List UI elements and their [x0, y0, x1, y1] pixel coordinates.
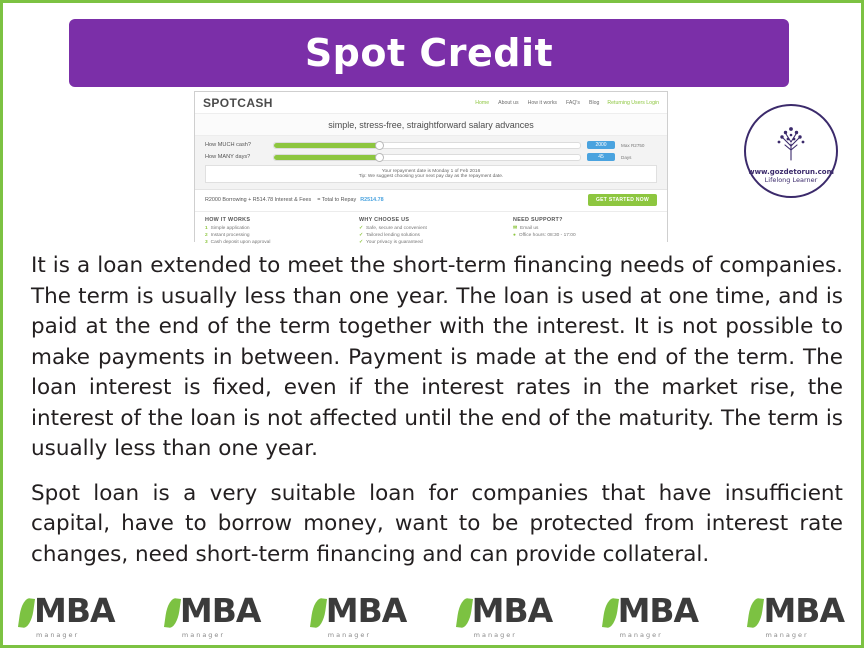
- need-support-column: [513, 217, 657, 247]
- leaf-icon: [602, 597, 619, 629]
- repayment-tip: [205, 165, 657, 183]
- mba-logo: [312, 591, 407, 639]
- list-item-label: Instant processing: [210, 233, 250, 238]
- mba-logo-sub: manager: [765, 631, 809, 639]
- brand-url: www.gozdetorun.com: [748, 168, 834, 176]
- amount-label: How MUCH cash?: [205, 142, 252, 148]
- screenshot-info-columns: [195, 212, 667, 253]
- screenshot-nav-menu: [475, 100, 599, 106]
- days-unit-label: Days: [621, 154, 632, 160]
- paragraph-2: Spot loan is a very suitable loan for companies that have insufficient capital, have to borrow money, want to be protected from interest rate changes, need short-term financing and can provide collateral.: [31, 480, 843, 567]
- list-item: [359, 240, 503, 245]
- nav-item-how-it-works[interactable]: How it works: [527, 99, 558, 106]
- mba-logo-word: MBA: [617, 591, 699, 630]
- brand-tagline: Lifelong Learner: [764, 176, 818, 184]
- why-choose-us-heading: WHY CHOOSE US: [359, 217, 410, 223]
- mba-logo: [458, 591, 553, 639]
- amount-value: 2000: [587, 141, 615, 149]
- list-item-label: Office hours: 08:30 - 17:00: [518, 233, 576, 238]
- check-icon: ✓: [359, 233, 364, 238]
- summary-total-label: = Total to Repay: [317, 197, 357, 203]
- mba-logo-sub: manager: [181, 631, 226, 639]
- returning-users-login-link[interactable]: Returning Users Login: [607, 99, 659, 106]
- embedded-website-screenshot: [194, 91, 668, 245]
- mba-logo-sub: manager: [473, 631, 517, 639]
- mba-logo-word: MBA: [471, 591, 553, 630]
- list-item: [205, 240, 349, 245]
- screenshot-navbar: [195, 92, 667, 114]
- bullet-icon: 3: [205, 240, 208, 245]
- amount-slider-handle[interactable]: [375, 141, 384, 150]
- list-item-label: Safe, secure and convenient: [366, 226, 427, 231]
- tree-icon: [769, 120, 813, 168]
- nav-item-home[interactable]: Home: [475, 99, 490, 106]
- loan-summary-row: [195, 190, 667, 212]
- how-it-works-heading: HOW IT WORKS: [205, 217, 251, 223]
- spotcash-logo: SPOTCASH: [203, 95, 273, 110]
- days-label: How MANY days?: [205, 154, 251, 160]
- list-item: [359, 226, 503, 231]
- body-content: [31, 251, 843, 584]
- mba-logo: [604, 591, 699, 639]
- list-item: [513, 233, 657, 238]
- summary-total-value: R2514.78: [360, 197, 384, 203]
- leaf-icon: [164, 597, 181, 629]
- nav-item-about[interactable]: About us: [498, 99, 519, 106]
- envelope-icon: ✉: [513, 226, 518, 231]
- amount-slider-fill: [274, 143, 378, 148]
- days-slider-handle[interactable]: [375, 153, 384, 162]
- days-slider[interactable]: [273, 154, 581, 161]
- amount-max-label: Max R2750: [621, 142, 645, 148]
- mba-logo: [20, 591, 115, 639]
- summary-borrowing-text: R2000 Borrowing + R514.78 Interest & Fees: [205, 197, 312, 203]
- nav-item-blog[interactable]: Blog: [588, 99, 600, 106]
- mba-logo-word: MBA: [325, 591, 407, 630]
- repayment-date-text: Your repayment date is Monday 1 of Feb 2016: [381, 169, 481, 174]
- calculator-amount-row: [205, 141, 657, 149]
- list-item-label: Cash deposit upon approval: [210, 240, 271, 245]
- leaf-icon: [18, 597, 35, 629]
- check-icon: ✓: [359, 240, 364, 245]
- leaf-icon: [747, 597, 764, 629]
- get-started-button[interactable]: GET STARTED NOW: [588, 194, 657, 206]
- nav-item-faqs[interactable]: FAQ's: [566, 99, 580, 106]
- days-slider-fill: [274, 155, 378, 160]
- mba-logo-word: MBA: [763, 591, 844, 630]
- mba-logo-sub: manager: [619, 631, 663, 639]
- bullet-icon: 1: [205, 226, 208, 231]
- days-value: 45: [587, 153, 615, 161]
- slide-title-bar: [69, 19, 789, 87]
- need-support-heading: NEED SUPPORT?: [513, 217, 563, 223]
- mba-logo-sub: manager: [327, 631, 371, 639]
- screenshot-tagline: simple, stress-free, straightforward salary advances: [195, 114, 667, 136]
- paragraph-1: It is a loan extended to meet the short-term financing needs of companies. The term is usually less than one year. The loan is used at one time, and is paid at the end of the term together with the interest. It is not possible to make payments in between. Payment is made at the end of the term. The loan interest is fixed, even if the interest rates in the market rise, the interest of the loan is not affected until the end of the maturity. The term is usually less than one year.: [31, 253, 843, 462]
- mba-logo-word: MBA: [34, 591, 115, 630]
- leaf-icon: [310, 597, 327, 629]
- brand-circle-logo: [744, 104, 838, 198]
- list-item-label: Tailored lending solutions: [366, 233, 420, 238]
- loan-calculator: [195, 136, 667, 190]
- list-item: [205, 233, 349, 238]
- leaf-icon: [456, 597, 473, 629]
- list-item-label: Simple application: [210, 226, 250, 231]
- mba-logo-word: MBA: [179, 591, 261, 630]
- clock-icon: ●: [513, 233, 516, 238]
- how-it-works-column: [205, 217, 349, 247]
- mba-logo-sub: manager: [36, 631, 80, 639]
- need-support-list: [513, 226, 657, 238]
- why-choose-us-column: [359, 217, 503, 247]
- list-item: [513, 226, 657, 231]
- mba-logo: [166, 591, 261, 639]
- how-it-works-list: [205, 226, 349, 245]
- calculator-days-row: [205, 153, 657, 161]
- bullet-icon: 2: [205, 233, 208, 238]
- list-item: [359, 233, 503, 238]
- list-item-label: Your privacy is guaranteed: [366, 240, 423, 245]
- list-item: [205, 226, 349, 231]
- repayment-tip-text: Tip: We suggest choosing your next pay day as the repayment date.: [358, 174, 504, 179]
- check-icon: ✓: [359, 226, 364, 231]
- mba-logo: [749, 591, 844, 639]
- page-title: Spot Credit: [304, 31, 554, 75]
- list-item-label: Email us: [520, 226, 539, 231]
- why-choose-us-list: [359, 226, 503, 245]
- amount-slider[interactable]: [273, 142, 581, 149]
- footer-logo-strip: [6, 590, 858, 642]
